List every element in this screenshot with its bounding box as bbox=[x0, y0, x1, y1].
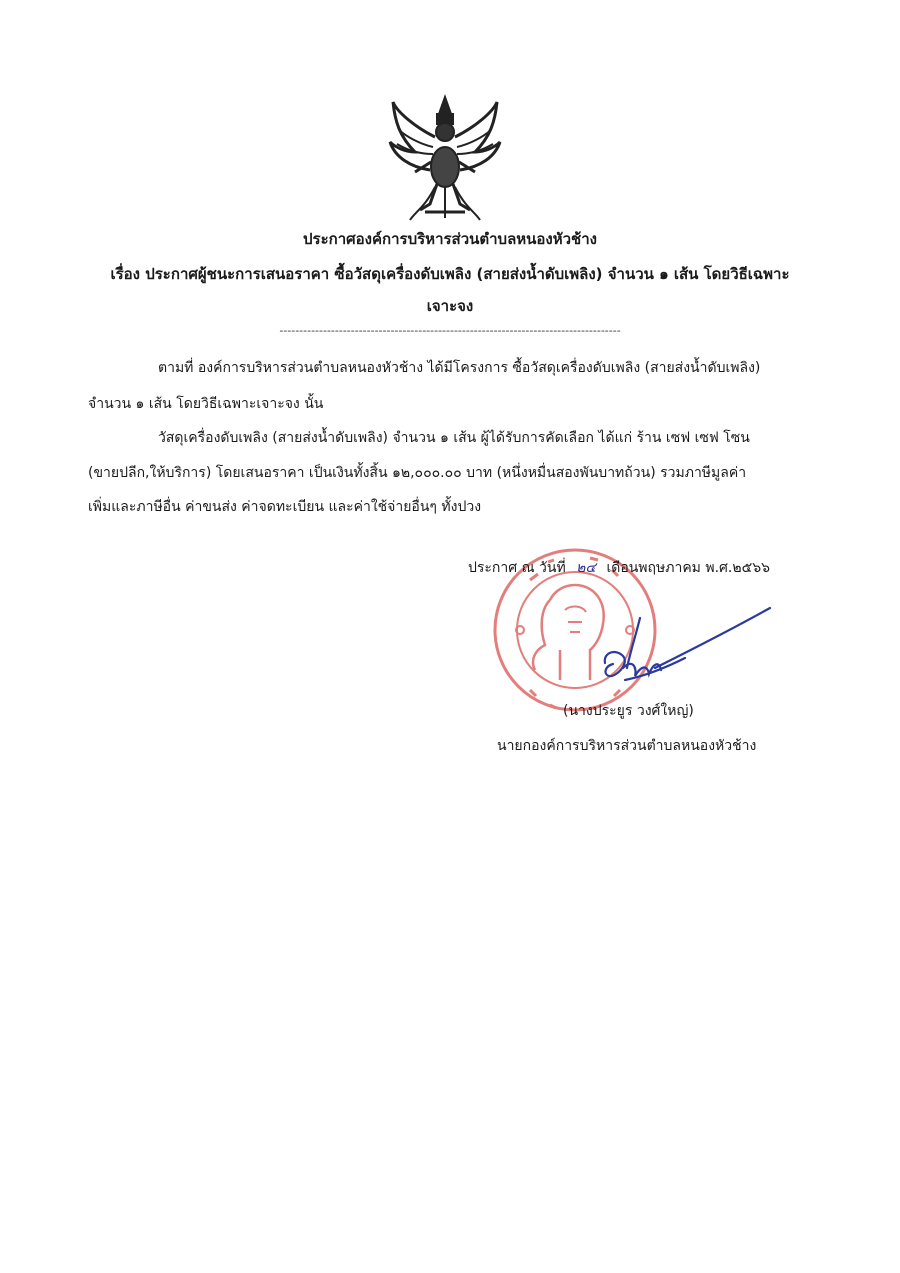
date-day: ๒๔ bbox=[576, 560, 596, 576]
garuda-emblem-icon bbox=[385, 92, 505, 222]
subject-line: เรื่อง ประกาศผู้ชนะการเสนอราคา ซื้อวัสดุเครื่องดับเพลิง (สายส่งน้ำดับเพลิง) จำนวน ๑ เส้น โดยวิธีเฉพาะ bbox=[110, 265, 790, 283]
date-prefix: ประกาศ ณ วันที่ bbox=[468, 560, 566, 576]
paragraph-2-line-2: (ขายปลีก,ให้บริการ) โดยเสนอราคา เป็นเงินทั้งสิ้น ๑๒,๐๐๐.๐๐ บาท (หนึ่งหมื่นสองพันบาทถ้วน) รวมภาษีมูลค่า bbox=[88, 465, 747, 481]
date-month-year: เดือนพฤษภาคม พ.ศ.๒๕๖๖ bbox=[606, 560, 770, 576]
paragraph-1-line-1: ตามที่ องค์การบริหารส่วนตำบลหนองหัวช้าง ได้มีโครงการ ซื้อวัสดุเครื่องดับเพลิง (สายส่งน้ำดับเพลิง) bbox=[158, 360, 761, 376]
paragraph-1-line-2: จำนวน ๑ เส้น โดยวิธีเฉพาะเจาะจง นั้น bbox=[88, 396, 324, 412]
handwritten-signature-icon bbox=[585, 598, 775, 698]
announcement-date bbox=[468, 557, 770, 579]
subject-line-continuation: เจาะจง bbox=[426, 297, 474, 315]
announcement-title: ประกาศองค์การบริหารส่วนตำบลหนองหัวช้าง bbox=[303, 230, 597, 248]
signer-position: นายกองค์การบริหารส่วนตำบลหนองหัวช้าง bbox=[497, 738, 757, 754]
paragraph-2-line-1: วัสดุเครื่องดับเพลิง (สายส่งน้ำดับเพลิง) จำนวน ๑ เส้น ผู้ได้รับการคัดเลือก ได้แก่ ร้าน เซฟ เซฟ โซน bbox=[158, 430, 750, 446]
divider-line: -------------------------------------------------------------------------------------- bbox=[279, 324, 621, 337]
signer-name: (นางประยูร วงศ์ใหญ่) bbox=[563, 703, 694, 719]
paragraph-2-line-3: เพิ่มและภาษีอื่น ค่าขนส่ง ค่าจดทะเบียน และค่าใช้จ่ายอื่นๆ ทั้งปวง bbox=[88, 499, 482, 515]
